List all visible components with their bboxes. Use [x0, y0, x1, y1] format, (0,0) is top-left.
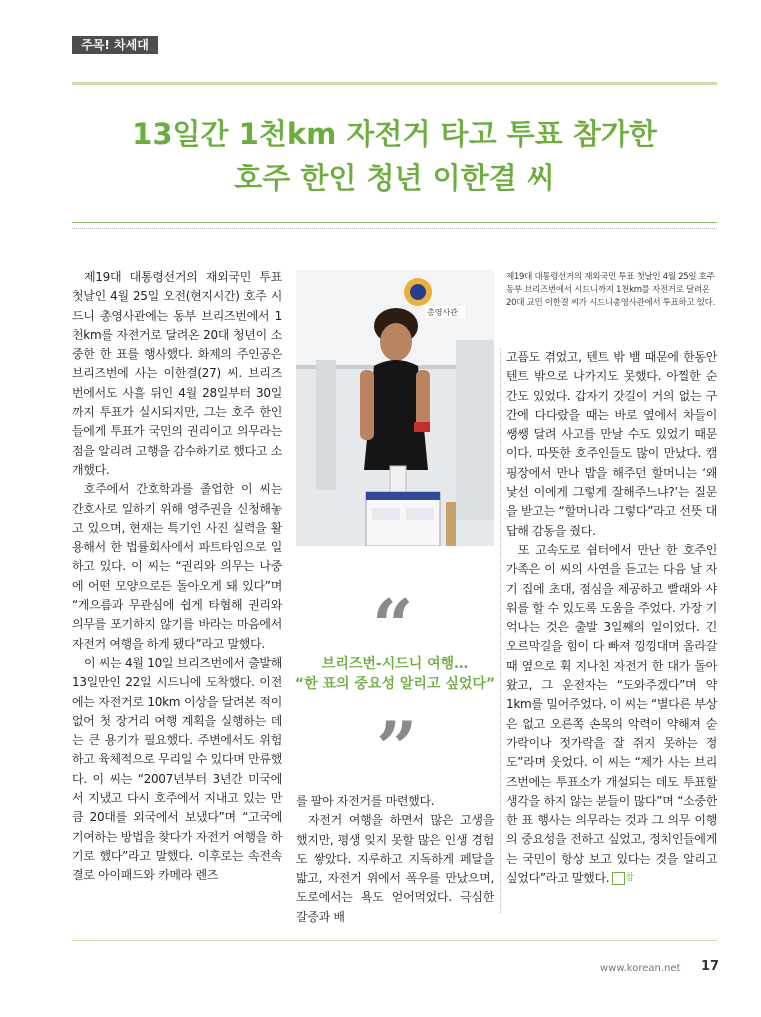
close-quote-icon: ”	[376, 705, 418, 790]
body-column-2	[296, 792, 494, 927]
paragraph: 자전거 여행을 하면서 많은 고생을 했지만, 평생 잊지 못할 많은 인생 경험도 쌓았다. 지루하고 지독하게 페달을 밟고, 자전거 위에서 폭우를 만났으며, 도로에서는 욕도 얻어먹었다. 극심한 갈증과 배	[296, 813, 494, 924]
body-column-3	[506, 348, 717, 888]
photo-caption: 제19대 대통령선거의 재외국민 투표 첫날인 4월 25일 호주 동부 브리즈번에서 시드니까지 1천km를 자전거로 달려온 20대 교민 이한결 씨가 시드니총영사관에서 투표하고 있다.	[506, 272, 715, 308]
paragraph: 를 팔아 자전거를 마련했다.	[296, 794, 435, 808]
paragraph-text: 또 고속도로 쉼터에서 만난 한 호주인 가족은 이 씨의 사연을 듣고는 다음 날 자기 집에 초대, 점심을 제공하고 빨래와 샤워를 할 수 있도록 도움을 주었다. 가장 기억나는 것은 출발 3일째의 일이었다. 긴 오르막길을 힘이 다 빠져 낑낑대며 올라갈 때 옆으로 휙 지나친 자전거 한 대가 돌아왔고, 그 운전자는 “도와주겠다”며 약 1km를 밀어주었다. 이 씨는 “별다른 부상은 없고 오른쪽 손목의 악력이 약해져 숟가락이나 젓가락을 잘 쥐지 못하는 정도”라며 웃었다. 이 씨는 “제가 사는 브리즈번에는 투표소가 개설되는 데도 투표할 생각을 하지 않는 분들이 많다”며 “소중한 한 표 행사는 의무라는 것과 그 의무 이행의 중요성을 전하고 싶었고, 정치인들에게는 국민이 항상 보고 있다는 것을 알리고 싶었다”라고 말했다.	[506, 542, 717, 886]
paragraph: 이 씨는 4월 10일 브리즈번에서 출발해 13일만인 22일 시드니에 도착했다. 이전에는 자전거로 10km 이상을 달려본 적이 없어 첫 장거리 여행 계획을 실행하는 데는 큰 용기가 필요했다. 주변에서도 위험하고 육체적으로 무리일 수 있다며 만류했다. 이 씨는 “2007년부터 3년간 미국에서 지냈고 다시 호주에서 지내고 있는 만큼 20대를 외국에서 보냈다”며 “고국에 기여하는 방법을 찾다가 자전거 여행을 하기로 했다”라고 말했다. 이후로는 속전속결로 아이패드와 카메라 렌즈	[72, 655, 282, 883]
open-quote-icon: “	[372, 583, 414, 668]
pull-quote-line-1: 브리즈번-시드니 여행…	[321, 656, 469, 672]
paragraph: 제19대 대통령선거의 재외국민 투표 첫날인 4월 25일 오전(현지시간) 호주 시드니 총영사관에는 동부 브리즈번에서 1천km를 자전거로 달려온 20대 청년이 소중한 한 표를 행사했다. 화제의 주인공은 브리즈번에 사는 이한결(27) 씨. 브리즈번에서도 사흘 뒤인 4월 28일부터 30일까지 투표가 실시되지만, 그는 호주 한인들에게 투표가 국민의 권리이고 의무라는 점을 알리려 고행을 감수하기로 했다고 소개했다.	[72, 270, 282, 477]
page-number: 17	[701, 959, 720, 974]
title-line-1: 13일간 1천km 자전거 타고 투표 참가한	[132, 117, 657, 151]
body-column-1	[72, 268, 282, 886]
top-rule	[72, 82, 717, 85]
column-divider	[500, 348, 501, 913]
voter-photo-illustration	[296, 270, 494, 546]
photo-sign-text: 총영사관	[427, 308, 458, 317]
title-rule	[72, 222, 717, 223]
paragraph: 고픔도 겪었고, 텐트 밖 뱀 때문에 한동안 텐트 밖으로 나가지도 못했다. 아찔한 순간도 있었다. 갑자기 갓길이 거의 없는 구간에 다다랐을 때는 바로 옆에서 차들이 쌩쌩 달려 사고를 만날 수도 있었기 때문이다. 따뜻한 호주인들도 많이 만났다. 캠핑장에서 만나 밥을 해주던 할머니는 ‘왜 낯선 이에게 그렇게 잘해주느냐?’는 질문을 받고는 “할머니라 그렇다”라고 선뜻 대답해 감동을 줬다.	[506, 350, 717, 538]
article-photo	[296, 270, 494, 546]
title-dotted-rule	[72, 228, 717, 229]
pull-quote-line-2: “한 표의 중요성 알리고 싶었다”	[294, 676, 496, 692]
bottom-rule	[72, 940, 717, 941]
paragraph	[506, 541, 717, 888]
end-mark-icon: 참	[612, 872, 625, 885]
footer-website: www.korean.net	[600, 963, 681, 974]
pull-quote	[282, 654, 508, 694]
paragraph: 호주에서 간호학과를 졸업한 이 씨는 간호사로 일하기 위해 영주권을 신청해놓고 있으며, 현재는 특기인 사진 실력을 활용해서 한 법률회사에서 파트타임으로 일하고 있다. 이 씨는 “권리와 의무는 나중에 어떤 모양으로든 돌아오게 돼 있다”며 “게으름과 무관심에 쉽게 타협해 권리와 의무를 포기하지 않기를 바라는 마음에서 자전거 여행을 하게 됐다”라고 말했다.	[72, 482, 282, 651]
section-tag: 주목! 차세대	[72, 36, 158, 54]
title-line-2: 호주 한인 청년 이한결 씨	[234, 161, 555, 195]
article-title	[72, 112, 717, 200]
